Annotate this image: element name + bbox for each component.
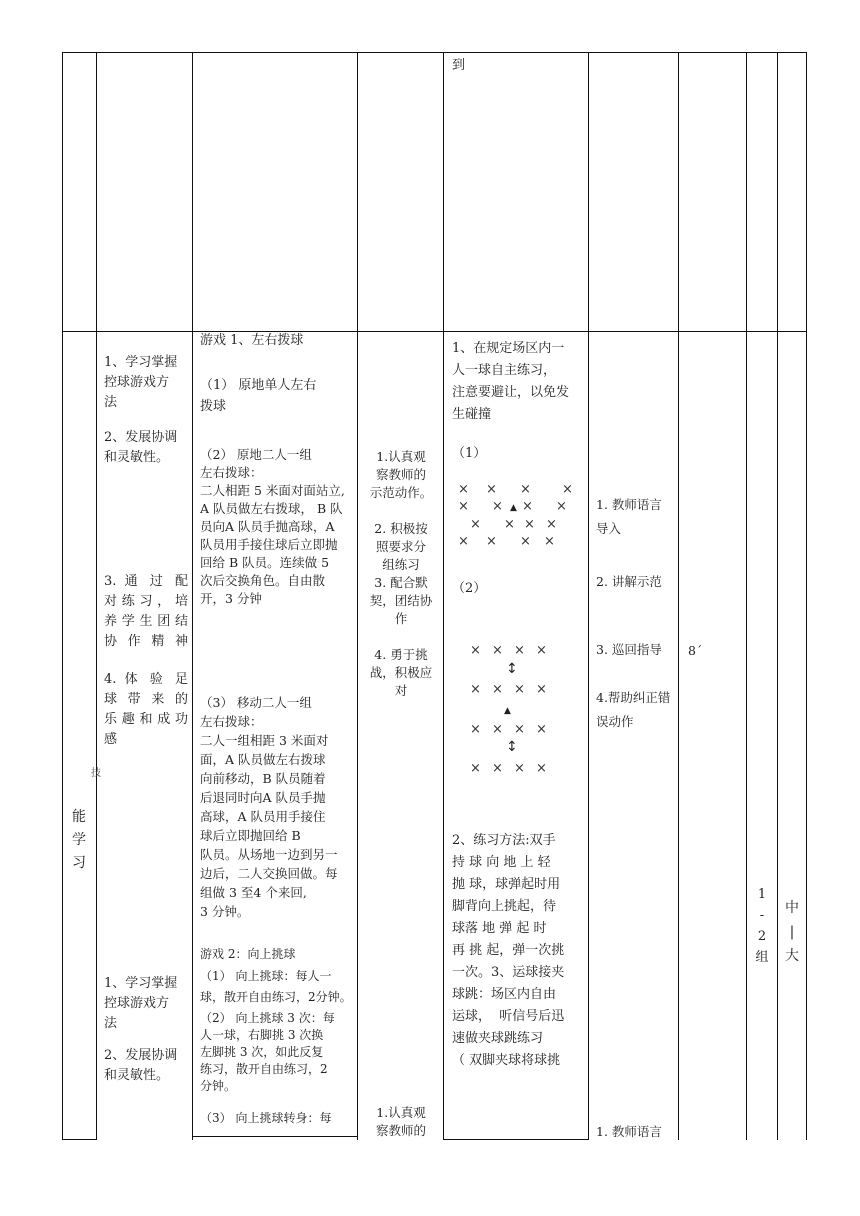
category-small-mark: 技 — [91, 768, 101, 779]
teacher-triangle-icon: ▲ — [510, 503, 517, 513]
goal-3: 3. 通 过 配 对练习，培 养学生团结 协作精神 — [104, 574, 188, 649]
goal-2: 2、发展协调 和灵敏性。 — [104, 430, 178, 465]
practice-method: 2、练习方法:双手 持 球 向 地 上 轻 抛 球，球弹起时用 脚背向上挑起，待 球落 地 弹 起 时 再 挑 起，弹一次挑 一次。3、运球接夹 球跳：场区内自由 运球， 听信号后迅 速做夹球跳练习 （ 双脚夹球将球挑 — [452, 833, 565, 1068]
x-icon: × — [514, 643, 525, 658]
table-top-border — [62, 52, 807, 53]
formation-label-2: （2） — [452, 581, 487, 596]
x-icon: × — [458, 499, 469, 514]
x-icon: × — [492, 643, 503, 658]
teacher-action-1: 1. 教师语言 导入 — [596, 497, 662, 536]
col-line-7 — [746, 52, 747, 1140]
x-icon: × — [536, 761, 547, 776]
teacher-action-3: 3. 巡回指导 — [596, 642, 662, 657]
x-icon: × — [492, 761, 503, 776]
game-1-step-1: （1） 原地单人左右 拨球 — [200, 378, 317, 414]
goal-4: 4. 体 验 足 球 带 来 的 乐趣和成功 感 — [104, 672, 188, 747]
col-line-9 — [806, 52, 807, 1140]
game-1-title: 游戏 1、左右拨球 — [200, 333, 304, 348]
cell-bottom-col1 — [62, 1139, 96, 1140]
x-icon: × — [514, 761, 525, 776]
goal-6: 2、发展协调 和灵敏性。 — [104, 1048, 178, 1083]
col-line-1 — [96, 52, 97, 1140]
x-icon: × — [520, 534, 531, 549]
x-icon: × — [504, 517, 515, 532]
x-icon: × — [514, 682, 525, 697]
x-icon: × — [520, 482, 531, 497]
organization-intro: 1、在规定场区内一 人一球自主练习， 注意要避让，以免发 生碰撞 — [452, 341, 570, 422]
x-icon: × — [514, 722, 525, 737]
cell-bottom-col5 — [443, 1139, 588, 1140]
x-icon: × — [492, 722, 503, 737]
game-2-step-3: （3） 向上挑球转身：每 — [200, 1111, 332, 1125]
goal-5: 1、学习掌握 控球游戏方 法 — [104, 976, 178, 1031]
game-2-step-1: （1） 向上挑球：每人一 球，散开自由练习，2分钟。 — [200, 969, 352, 1004]
formation-diagram-2 — [468, 643, 578, 783]
x-icon: × — [556, 499, 567, 514]
x-icon: × — [486, 482, 497, 497]
category-label: 能 学 习 — [72, 809, 86, 871]
x-icon: × — [458, 482, 469, 497]
formation-label-1: （1） — [452, 446, 487, 461]
game-2-title: 游戏 2：向上挑球 — [200, 947, 296, 961]
x-icon: × — [470, 643, 481, 658]
x-icon: × — [470, 722, 481, 737]
col-line-5 — [588, 52, 589, 1140]
x-icon: × — [536, 722, 547, 737]
col-line-4 — [443, 52, 444, 1140]
teacher-action-bottom: 1. 教师语言 — [596, 1124, 662, 1139]
game-1-step-3: （3） 移动二人一组 左右拨球： 二人一组相距 3 米面对 面，A 队员做左右拨球 向前移动，B 队员随着 后退同时向A 队员手抛 高球，A 队员用手接住 球后立即抛回给 B 队员。从场地一边到另一 边后，二人交换回做。每 组做 3 至4 个来回, 3 分钟。 — [200, 695, 338, 919]
x-icon: × — [492, 499, 503, 514]
game-2-step-2: （2） 向上挑球 3 次：每 人一球，右脚挑 3 次换 左脚挑 3 次，如此反复 练习，散开自由练习，2 分钟。 — [200, 1011, 335, 1093]
formation-diagram-1 — [452, 482, 582, 554]
teacher-action-4: 4.帮助纠正错 误动作 — [596, 690, 671, 729]
time-value: 8´ — [688, 643, 703, 658]
x-icon: × — [470, 761, 481, 776]
student-activities-bottom: 1.认真观 察教师的 — [375, 1105, 426, 1138]
col-line-6 — [678, 52, 679, 1140]
col-line-8 — [777, 52, 778, 1140]
game-1-step-2: （2） 原地二人一组 左右拨球： 二人相距 5 米面对面站立, A 队员做左右拨球， B 队 员向A 队员手抛高球，A 队员用手接住球后立即抛 回给 B 队员。连续做 5 次后交换角色。自由散 开，3 分钟 — [200, 447, 345, 606]
x-icon: × — [522, 499, 533, 514]
x-icon: × — [486, 534, 497, 549]
col-line-2 — [192, 52, 193, 1140]
arrow-updown-icon: ↕ — [506, 739, 518, 755]
x-icon: × — [470, 517, 481, 532]
x-icon: × — [562, 482, 573, 497]
x-icon: × — [536, 643, 547, 658]
goal-1: 1、学习掌握 控球游戏方 法 — [104, 355, 178, 410]
top-row-text: 到 — [452, 58, 466, 73]
arrow-updown-icon: ↕ — [506, 661, 518, 677]
group-count: 1 - 2 组 — [755, 887, 769, 965]
teacher-triangle-icon: ▲ — [504, 706, 511, 716]
cell-bottom-col3 — [192, 1136, 357, 1137]
x-icon: × — [546, 517, 557, 532]
intensity: 中 | 大 — [785, 900, 799, 964]
x-icon: × — [470, 682, 481, 697]
row-divider — [62, 331, 807, 332]
teacher-action-2: 2. 讲解示范 — [596, 574, 662, 589]
x-icon: × — [458, 534, 469, 549]
col-line-0 — [62, 52, 63, 1140]
x-icon: × — [536, 682, 547, 697]
student-activities: 1.认真观 察教师的 示范动作。 2. 积极按 照要求分 组练习 3. 配合默 契，团结协 作 4. 勇于挑 战，积极应 对 — [369, 449, 433, 698]
x-icon: × — [492, 682, 503, 697]
x-icon: × — [544, 534, 555, 549]
x-icon: × — [524, 517, 535, 532]
